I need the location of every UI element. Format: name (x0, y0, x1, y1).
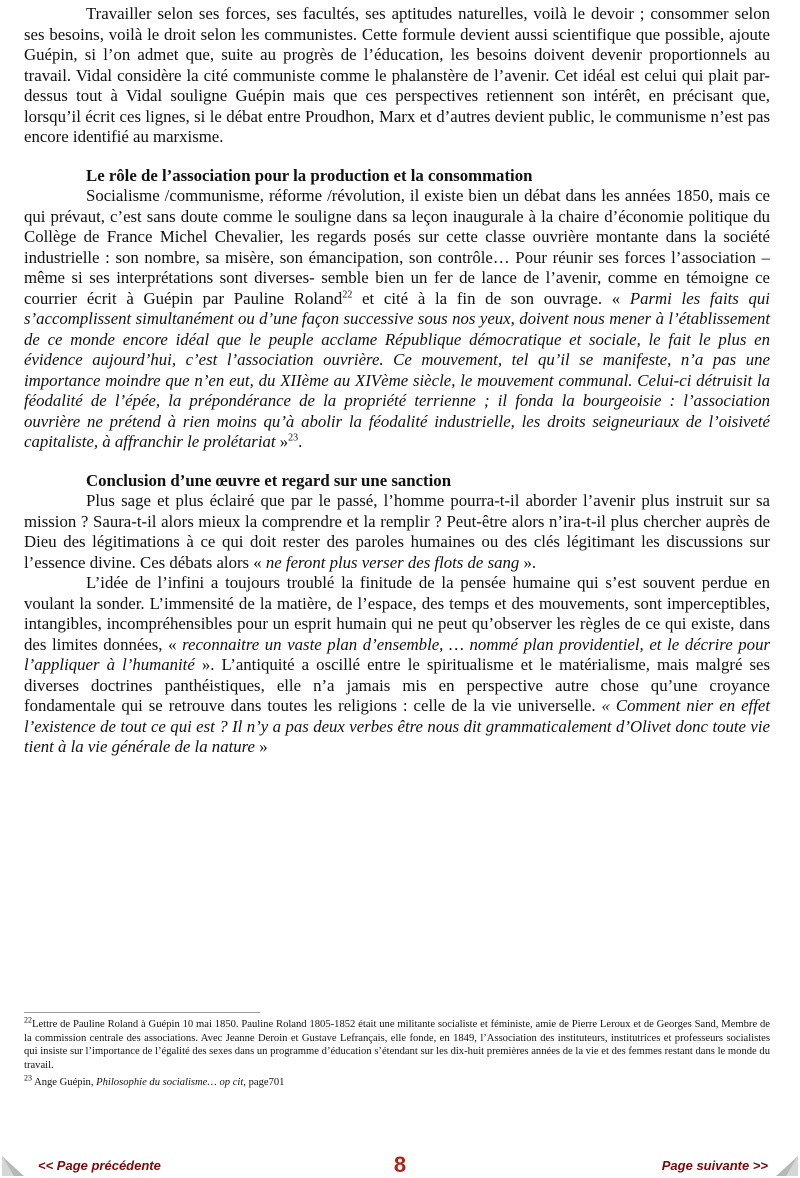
quote-olivet: « Comment nier en effet l’existence de tout ce qui est ? Il n’y a pas deux verbes être nous dit grammaticalement d’Olivet donc toute vie tient à la vie générale de la nature (24, 696, 770, 756)
previous-page-link[interactable]: << Page précédente (38, 1158, 161, 1173)
footnote-separator (24, 1012, 260, 1013)
text-run: Socialisme /communisme, réforme /révolution, il existe bien un débat dans les années 1850, mais ce qui prévaut, c’est sans doute comme le souligne dans sa leçon inaugurale à la chaire d’économie politique du Collège de France Michel Chevalier, les regards posés sur cette classe ouvrière montante dans la société industrielle : son nombre, sa misère, son émancipation, son contrôle… Pour réunir ses forces l’association –même si ses interprétations sont diverses- semble bien un fer de lance de l’avenir, comme en témoigne ce courrier écrit à Guépin par Pauline Roland (24, 186, 770, 308)
footnote-text: Ange Guépin, (32, 1077, 97, 1088)
paragraph-association (24, 186, 770, 453)
footnote-22 (24, 1015, 770, 1072)
text-run: » (275, 432, 289, 451)
text-run: Plus sage et plus éclairé que par le passé, l’homme pourra-t-il aborder l’avenir plus instruit sur sa mission ? Saura-t-il alors mieux la comprendre et la remplir ? Peut-être alors n’ira-t-il plus chercher auprès de Dieu des légitimations à ce qui doit rester des paroles humaines ou des clés légitimant les discussions sur l’essence divine. Ces débats alors « (24, 491, 770, 572)
document-page (24, 4, 770, 758)
text-run: et cité à la fin de son ouvrage. « (352, 288, 630, 308)
footnote-ref-22[interactable]: 22 (342, 288, 353, 300)
footnote-title: Philosophie du socialisme… op cit (96, 1077, 244, 1088)
text-run: ». (519, 552, 537, 572)
page-number: 8 (393, 1152, 407, 1177)
quote-roland: Parmi les faits qui s’accomplissent simultanément ou d’une façon successive sous nos yeux, doivent nous mener à l’établissement de ce monde encore idéal que le peuple acclame République démocratique et sociale, le fait le plus en évidence aujourd’hui, c’est l’association ouvrière. Ce mouvement, tel qu’il se manifeste, n’a pas une importance moindre que n’en eut, du XIIème au XIVème siècle, le mouvement communal. Celui-ci détruisit la féodalité de l’épée, la prépondérance de la propriété terrienne ; il fonda la bourgeoisie : l’association ouvrière ne prétend à rien moins qu’à abolir la féodalité industrielle, les droits seigneuriaux de l’oisiveté capitaliste, à affranchir le prolétariat (24, 288, 770, 451)
footnote-23 (24, 1073, 770, 1090)
page-navigation (0, 1150, 800, 1178)
text-run: » (255, 737, 268, 756)
paragraph-infini (24, 573, 770, 758)
quote-plan: reconnaitre un vaste plan d’ensemble, … nommé plan providentiel, et le décrire pour l’appliquer à l’humanité (24, 634, 770, 674)
quote-sang: ne feront plus verser des flots de sang (265, 552, 520, 572)
paragraph-communism: Travailler selon ses forces, ses facultés, ses aptitudes naturelles, voilà le devoir ; consommer selon ses besoins, voilà le droit selon les communistes. Cette formule devient aussi scientifique que possible, ajoute Guépin, si l’on admet que, suite au progrès de l’éducation, les besoins doivent devenir proportionnels au travail. Vidal considère la cité communiste comme le phalanstère de l’avenir. Cet idéal est celui qui plait par-dessus tout à Vidal souligne Guépin mais que ces perspectives retiennent son intérêt, en précisant que, lorsqu’il écrit ces lignes, si le débat entre Proudhon, Marx et d’autres devient public, le communisme n’est pas encore identifié au marxisme. (24, 4, 770, 146)
footnote-text: Lettre de Pauline Roland à Guépin 10 mai 1850. Pauline Roland 1805-1852 était une militante socialiste et féministe, amie de Pierre Leroux et de Georges Sand, Membre de la commission centrale des associations. Avec Jeanne Deroin et Gustave Lefrançais, elle fonde, en 1849, l’Association des instituteurs, institutrices et professeurs socialistes qui insiste sur l’importance de l’égalité des sexes dans un programme d’éducation s’étendant sur les dix-huit premières années de la vie et des femmes restant dans le monde du travail. (24, 1019, 770, 1071)
section-heading-conclusion: Conclusion d’une œuvre et regard sur une sanction (86, 470, 452, 490)
text-run: . (298, 432, 303, 451)
next-page-link[interactable]: Page suivante >> (661, 1158, 768, 1173)
footnotes (24, 1015, 770, 1094)
page-curl-right-icon[interactable] (774, 1150, 800, 1178)
footnote-number: 23 (24, 1073, 32, 1083)
footnote-number: 22 (24, 1015, 32, 1025)
text-run: L’idée de l’infini a toujours troublé la finitude de la pensée humaine qui s’est souvent perdue en voulant la sonder. L’immensité de la matière, de l’espace, des temps et des mouvements, sont imperceptibles, intangibles, incompréhensibles pour un esprit humain qui ne peut qu’observer les règles de ce qui existe, dans des limites données, « (24, 573, 770, 654)
section-heading-association: Le rôle de l’association pour la production et la consommation (86, 165, 533, 185)
footnote-text: , page701 (243, 1077, 285, 1088)
footnote-ref-23[interactable]: 23 (288, 432, 299, 444)
text-run: ». L’antiquité a oscillé entre le spiritualisme et le matérialisme, mais malgré ses diverses doctrines panthéistiques, elle n’a jamais mis en perspective autre chose qu’une croyance fondamentale qui se retrouve dans toutes les religions : celle de la vie universelle. (24, 655, 770, 715)
paragraph-conclusion (24, 491, 770, 573)
